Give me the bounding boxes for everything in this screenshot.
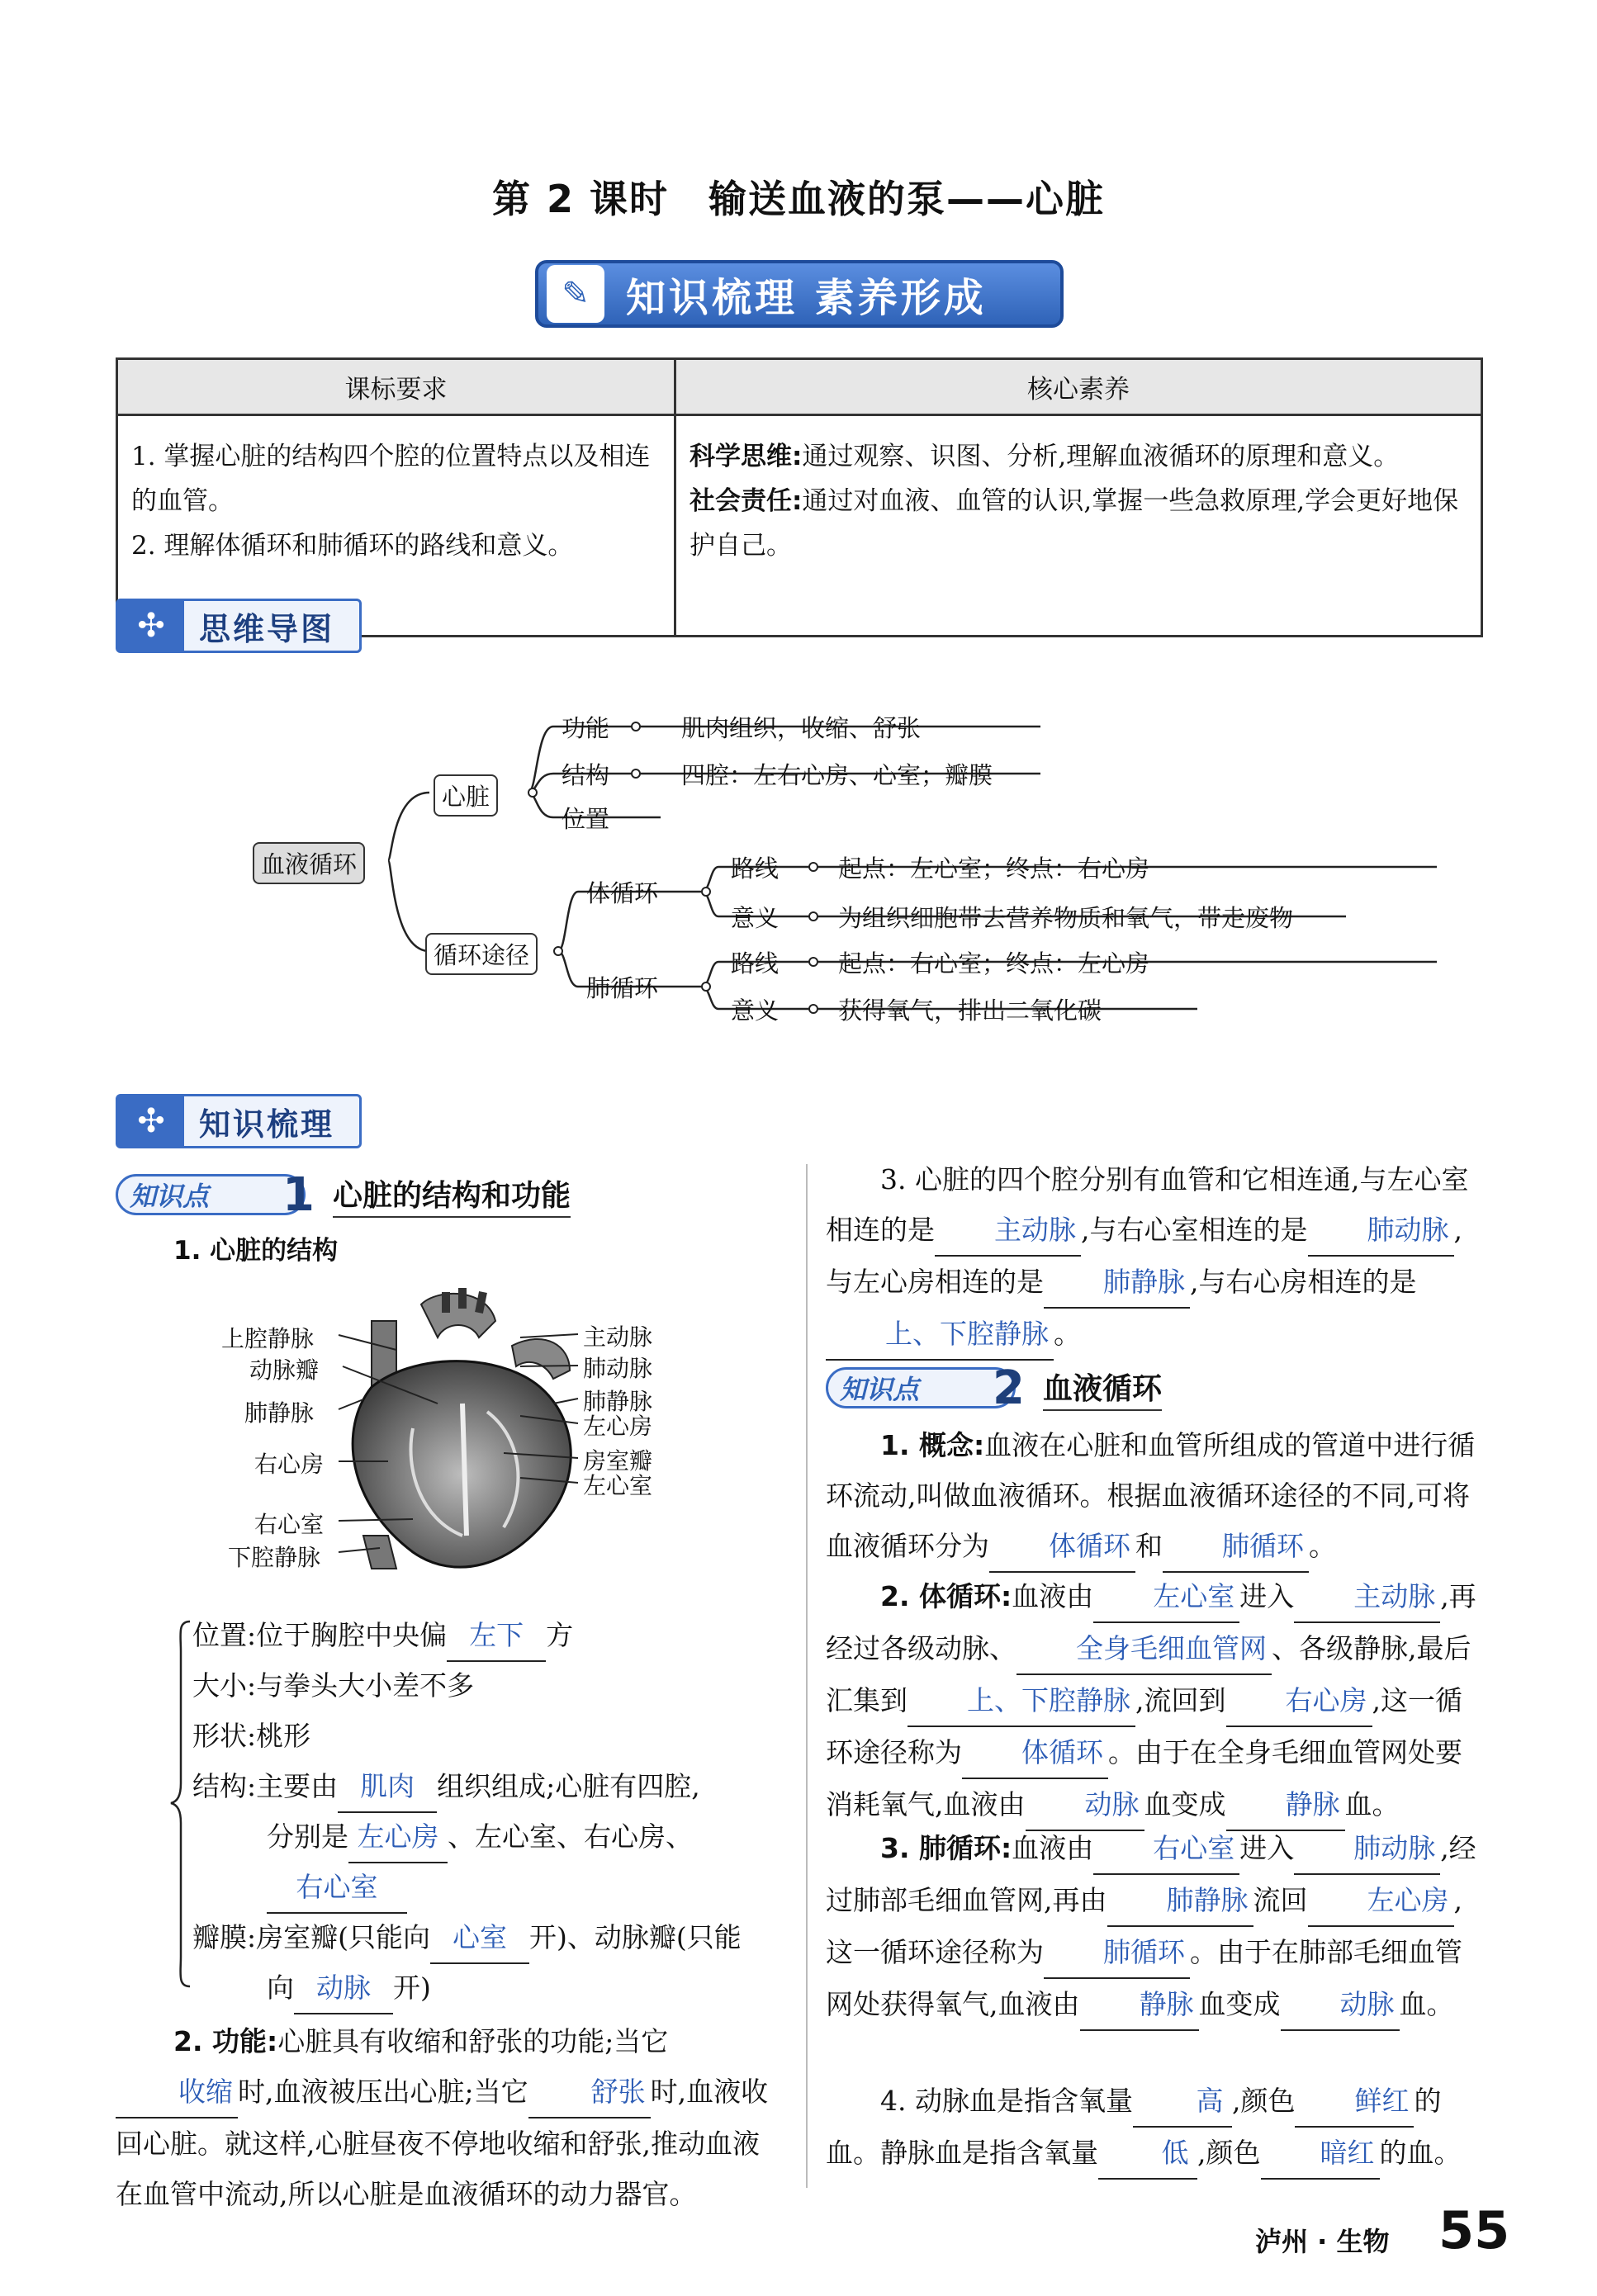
heart-structure: 结构:主要由 肌肉 组织组成;心脏有四腔,: [192, 1761, 700, 1813]
heart-shape: 形状:桃形: [192, 1720, 311, 1752]
heart-position: 位置:位于胸腔中央偏 左下 方: [192, 1610, 573, 1662]
heart-label: 肺静脉: [244, 1399, 315, 1427]
mindmap-value: 四腔：左右心房、心室；瓣膜: [681, 761, 993, 789]
requirement-item: 2. 理解体循环和肺循环的路线和意义。: [131, 531, 574, 561]
mindmap-key: 路线: [731, 949, 780, 978]
heart-valve: 瓣膜:房室瓣(只能向 心室 开)、动脉瓣(只能: [192, 1912, 742, 1964]
requirement-item: 1. 掌握心脏的结构四个腔的位置特点以及相连的血管。: [131, 442, 651, 516]
heart-structure-3: 右心室: [267, 1862, 407, 1914]
heart-vessels: 3. 心脏的四个腔分别有血管和它相连通,与左心室相连的是 主动脉 ,与右心室相连的是 肺动脉 ,与左心房相连的是 肺静脉 ,与右心房相连的是上、下腔静脉 。: [826, 1154, 1486, 1361]
mindmap-tag: ✣ 思维导图: [116, 599, 362, 653]
heart-function: 2. 功能:心脏具有收缩和舒张的功能;当它收缩 时,血液被压出心脏;当它 舒张 时,血液收回心脏。就这样,心脏昼夜不停地收缩和舒张,推动血液在血管中流动,所以心脏是血液循环的动力器官。: [116, 2025, 769, 2210]
literacy-item: 科学思维:通过观察、识图、分析,理解血液循环的原理和意义。: [690, 442, 1400, 471]
mindmap-key: 功能: [562, 714, 610, 742]
literacy-item: 社会责任:通过对血液、血管的认识,掌握一些急救原理,学会更好地保护自己。: [690, 486, 1459, 561]
footer-label: 泸州 · 生物: [1255, 2226, 1390, 2257]
knowledge-point-1-header: [116, 1167, 571, 1222]
mindmap-root: 血液循环: [253, 842, 365, 884]
heart-label: 上腔静脉: [221, 1325, 315, 1352]
knowledge-point-number: 2: [993, 1361, 1025, 1415]
mindmap-node-heart: 心脏: [434, 774, 498, 817]
mindmap-value: 起点：左心室；终点：右心房: [838, 854, 1150, 883]
heart-label: 肺动脉: [583, 1355, 653, 1382]
mindmap-key: 位置: [562, 805, 610, 833]
mindmap-value: 起点：右心室；终点：左心房: [838, 949, 1150, 978]
mindmap-key: 意义: [731, 997, 780, 1025]
mindmap-node-systemic: 体循环: [586, 879, 659, 907]
banner-label: 知识梳理 素养形成: [626, 274, 987, 321]
mindmap-key: 意义: [731, 904, 780, 932]
table-header: 课标要求: [117, 359, 675, 415]
mindmap-value: 肌肉组织，收缩、舒张: [681, 714, 922, 742]
study-figure-icon: ✎: [547, 265, 604, 323]
knowledge-tag: ✣ 知识梳理: [116, 1094, 362, 1148]
knowledge-point-title: 血液循环: [1043, 1366, 1162, 1411]
heart-label: 左心房: [583, 1413, 653, 1440]
heart-label: 右心室: [254, 1511, 325, 1538]
pulmonary-circulation: 3. 肺循环:血液由 右心室 进入 肺动脉 ,经过肺部毛细血管网,再由 肺静脉 流回 左心房 ,这一循环途径称为 肺循环 。由于在肺部毛细血管网处获得氧气,血液由 静脉 血变成 动脉 血。: [826, 1823, 1486, 2031]
knowledge-point-number: 1: [282, 1167, 315, 1222]
circulation-concept: 1. 概念:血液在心脏和血管所组成的管道中进行循环流动,叫做血液循环。根据血液循环途径的不同,可将血液循环分为 体循环 和 肺循环 。: [826, 1420, 1486, 1573]
table-header: 核心素养: [675, 359, 1482, 415]
heart-label: 右心房: [254, 1451, 325, 1478]
knowledge-point-badge: 知识点: [116, 1174, 306, 1215]
knowledge-point-2-header: [826, 1361, 1162, 1415]
heart-label: 肺静脉: [583, 1388, 653, 1415]
heart-label-leaders: [314, 1313, 595, 1560]
page-number: 55: [1438, 2200, 1510, 2260]
mindmap-value: 获得氧气，排出二氧化碳: [838, 997, 1102, 1025]
mindmap-lines: [0, 0, 1597, 1073]
mindmap-node-pulmonary: 肺循环: [586, 974, 659, 1002]
heart-label: 主动脉: [583, 1323, 653, 1351]
knowledge-point-title: 心脏的结构和功能: [333, 1172, 571, 1218]
brace: [169, 1618, 194, 1990]
arrows-icon: ✣: [118, 1096, 184, 1146]
page-title: 第 2 课时 输送血液的泵——心脏: [491, 177, 1106, 221]
mindmap-value: 为组织细胞带去营养物质和氧气，带走废物: [838, 904, 1294, 932]
heart-structure-2: 分别是 左心房 、左心室、右心房、: [267, 1811, 693, 1863]
heart-label: 下腔静脉: [228, 1544, 321, 1571]
heart-size: 大小:与拳头大小差不多: [192, 1669, 475, 1702]
heart-valve-2: 向 动脉 开): [267, 1962, 431, 2014]
heart-label: 左心室: [583, 1472, 653, 1499]
mindmap-node-circulation: 循环途径: [425, 933, 538, 975]
heart-label: 房室瓣: [583, 1447, 653, 1475]
subheading-heart-structure: 1. 心脏的结构: [173, 1236, 339, 1266]
mindmap-key: 路线: [731, 854, 780, 883]
mindmap-key: 结构: [562, 761, 610, 789]
column-divider: [806, 1164, 808, 2188]
heart-label: 动脉瓣: [249, 1356, 320, 1384]
knowledge-point-badge: 知识点: [826, 1367, 1016, 1408]
arterial-venous-blood: 4. 动脉血是指含氧量 高 ,颜色 鲜红 的血。静脉血是指含氧量 低 ,颜色 暗红 的血。: [826, 2076, 1486, 2180]
arrows-icon: ✣: [118, 601, 184, 651]
systemic-circulation: 2. 体循环:血液由 左心室 进入 主动脉 ,再经过各级动脉、 全身毛细血管网 、各级静脉,最后汇集到 上、下腔静脉 ,流回到 右心房 ,这一循环途径称为 体循环 。由于在全身毛细血管网处要消耗氧气,血液由 动脉 血变成 静脉 血。: [826, 1571, 1486, 1831]
